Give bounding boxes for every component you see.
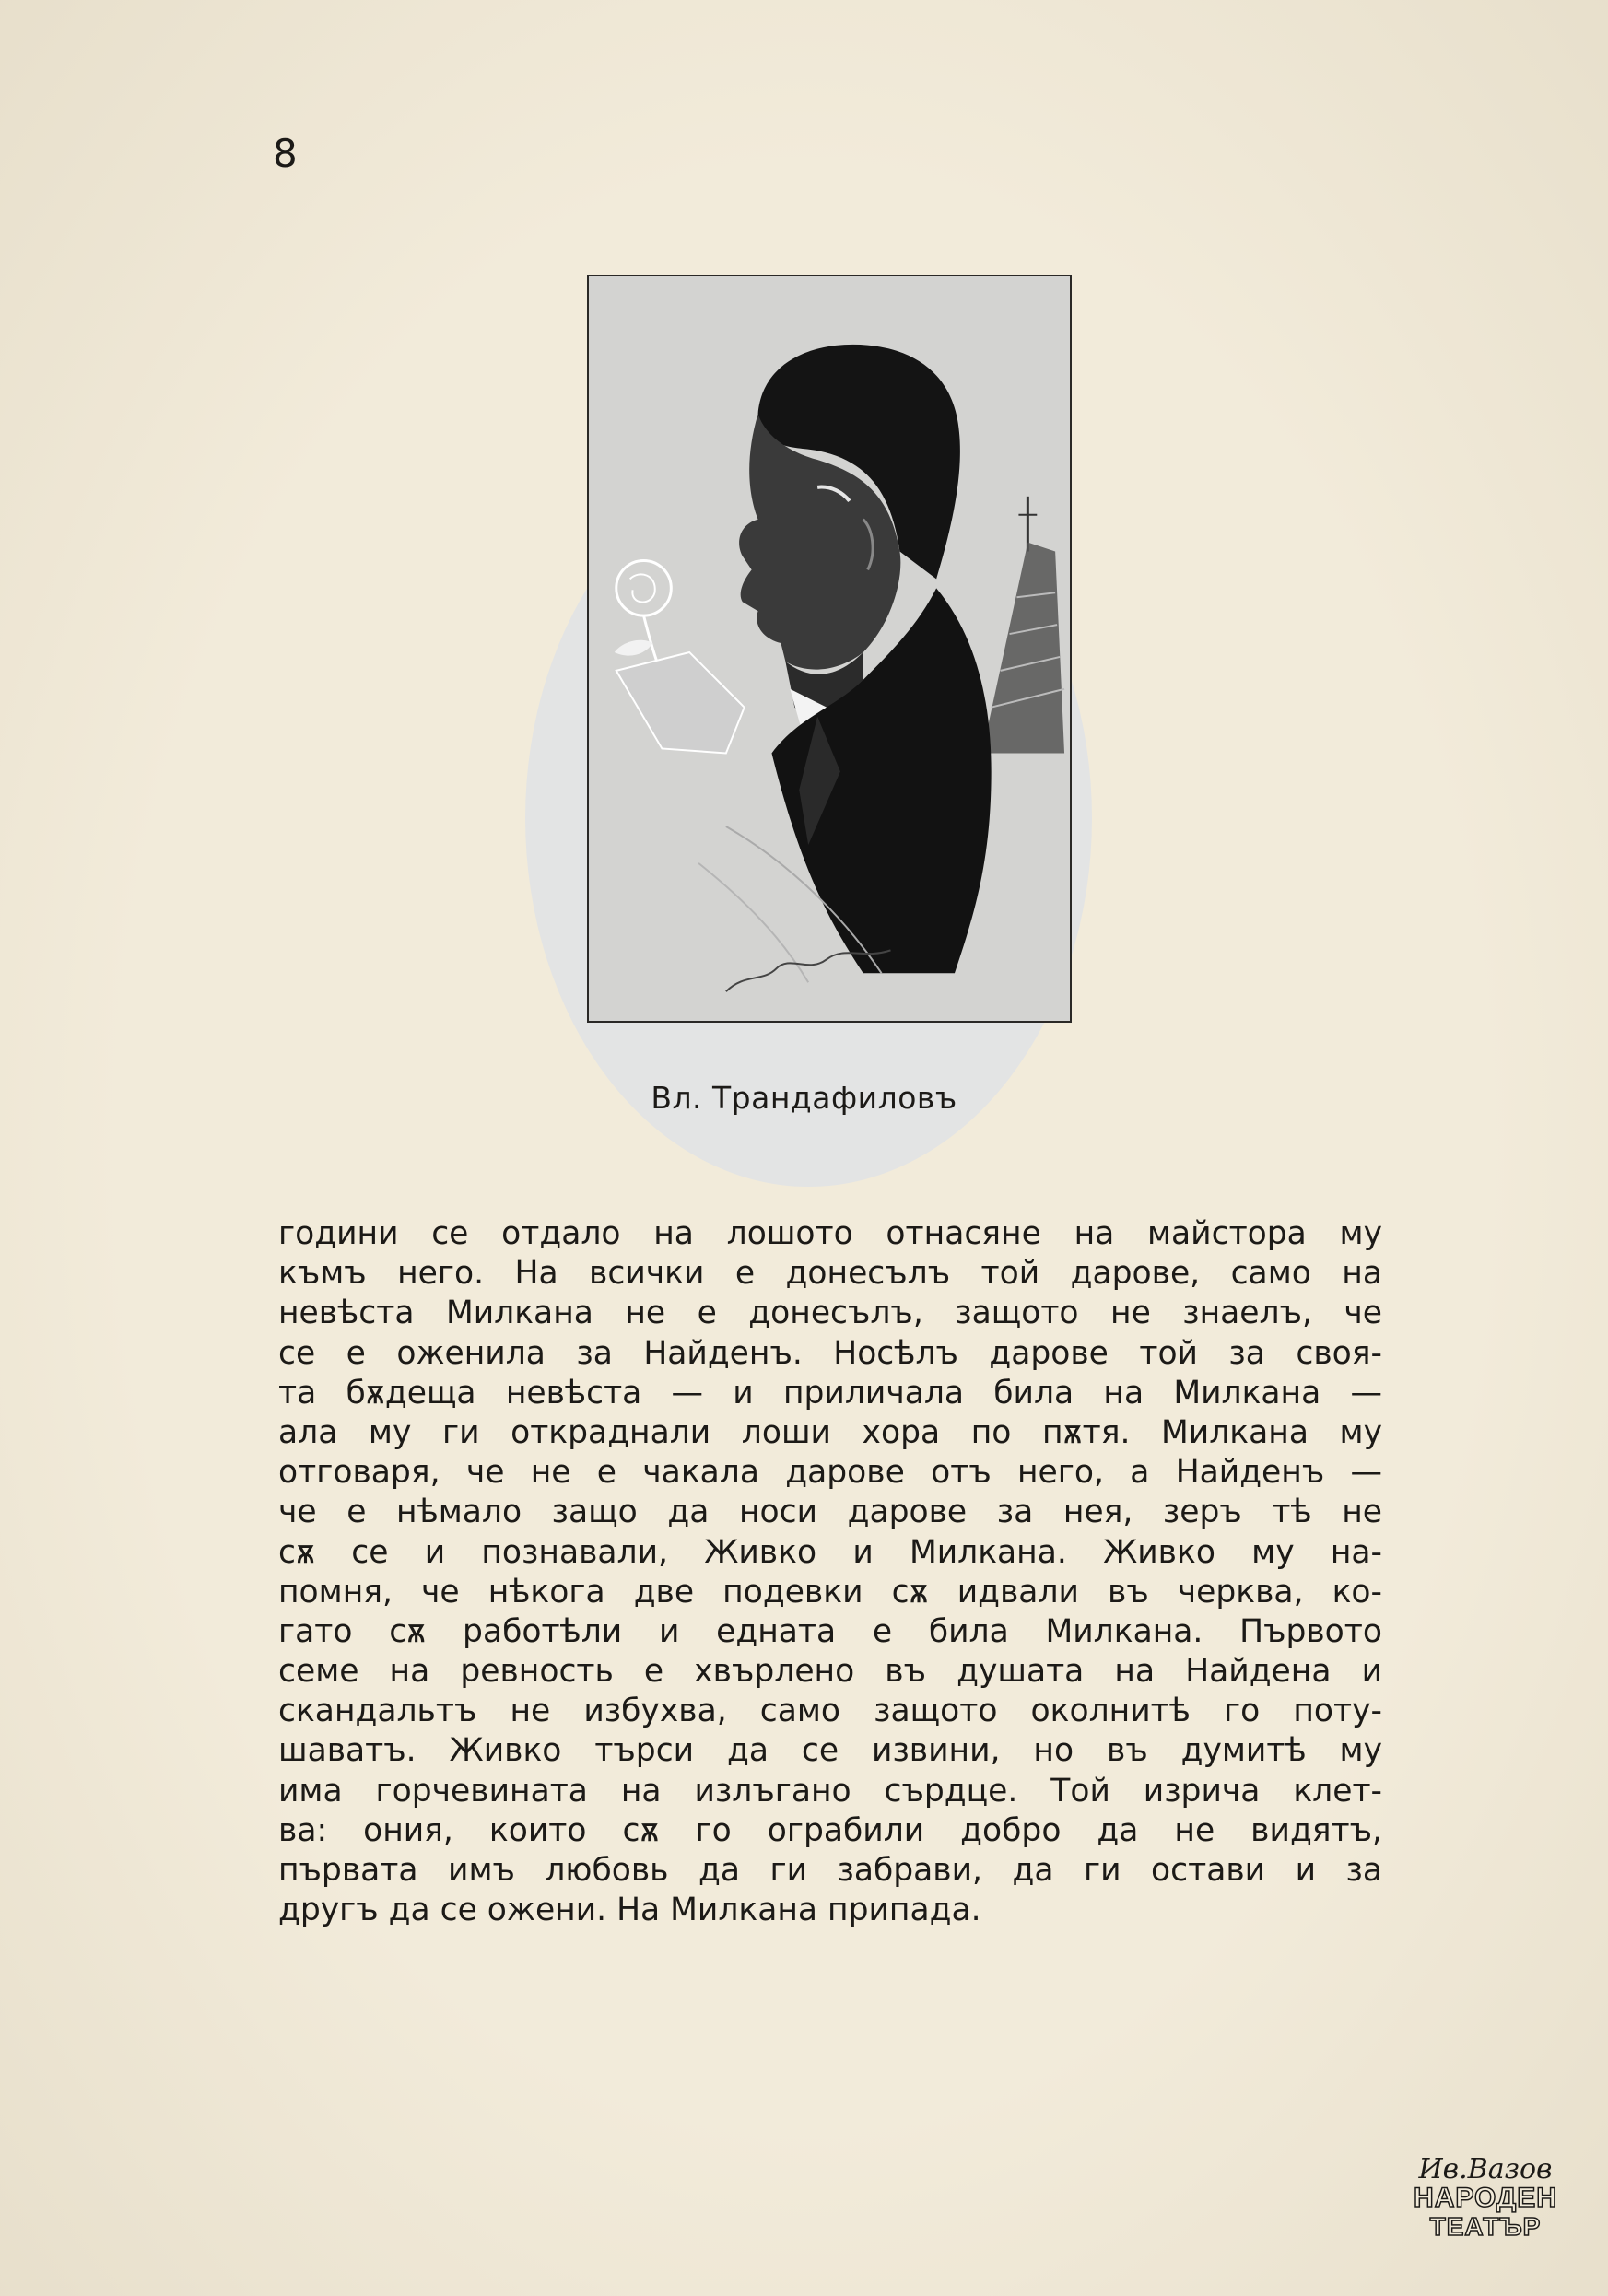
text-line: ала му ги откраднали лоши хора по пѫтя. Милкана му: [278, 1413, 1382, 1451]
text-line: та бѫдеща невѣста — и приличала била на Милкана —: [278, 1374, 1382, 1412]
text-line: първата имъ любовь да ги забрави, да ги остави и за: [278, 1852, 1382, 1889]
caricature-drawing: [589, 276, 1070, 1021]
text-line: има горчевината на излъгано сърдце. Той изрича клет-: [278, 1772, 1382, 1810]
logo-script: Ив.Вазов: [1418, 2153, 1553, 2185]
text-line: скандальтъ не избухва, само защото околнитѣ го поту-: [278, 1693, 1382, 1730]
text-line: другъ да се ожени. На Милкана припада.: [278, 1892, 981, 1929]
text-line: гато сѫ работѣли и едната е била Милкана. Първото: [278, 1612, 1382, 1650]
body-text: [278, 1214, 1382, 1930]
text-line: се е оженила за Найденъ. Носѣлъ дарове той за своя-: [278, 1334, 1382, 1372]
text-line: невѣста Милкана не е донесълъ, защото не знаелъ, че: [278, 1294, 1382, 1332]
text-line: че е нѣмало защо да носи дарове за нея, зеръ тѣ не: [278, 1494, 1382, 1531]
theatre-logo: [1408, 2153, 1563, 2259]
text-line: помня, че нѣкога две подевки сѫ идвали въ черква, ко-: [278, 1573, 1382, 1611]
page-number: 8: [273, 131, 298, 176]
portrait-caption: Вл. Трандафиловъ: [651, 1080, 957, 1116]
text-line: отговаря, че не е чакала дарове отъ него, а Найденъ —: [278, 1454, 1382, 1492]
text-line: сѫ се и познавали, Живко и Милкана. Живко му на-: [278, 1533, 1382, 1571]
text-line: къмъ него. На всички е донесълъ той дарове, само на: [278, 1255, 1382, 1293]
text-line: години се отдало на лошото отнасяне на майстора му: [278, 1215, 1382, 1252]
logo-line2: ТЕАТЪР: [1429, 2212, 1542, 2241]
logo-line1: НАРОДЕН: [1414, 2183, 1557, 2213]
text-line: ва: ония, които сѫ го ограбили добро да не видятъ,: [278, 1811, 1382, 1849]
portrait-illustration: [587, 275, 1072, 1023]
text-line: семе на ревность е хвърлено въ душата на Найдена и: [278, 1653, 1382, 1691]
text-line: шаватъ. Живко търси да се извини, но въ думитѣ му: [278, 1732, 1382, 1770]
